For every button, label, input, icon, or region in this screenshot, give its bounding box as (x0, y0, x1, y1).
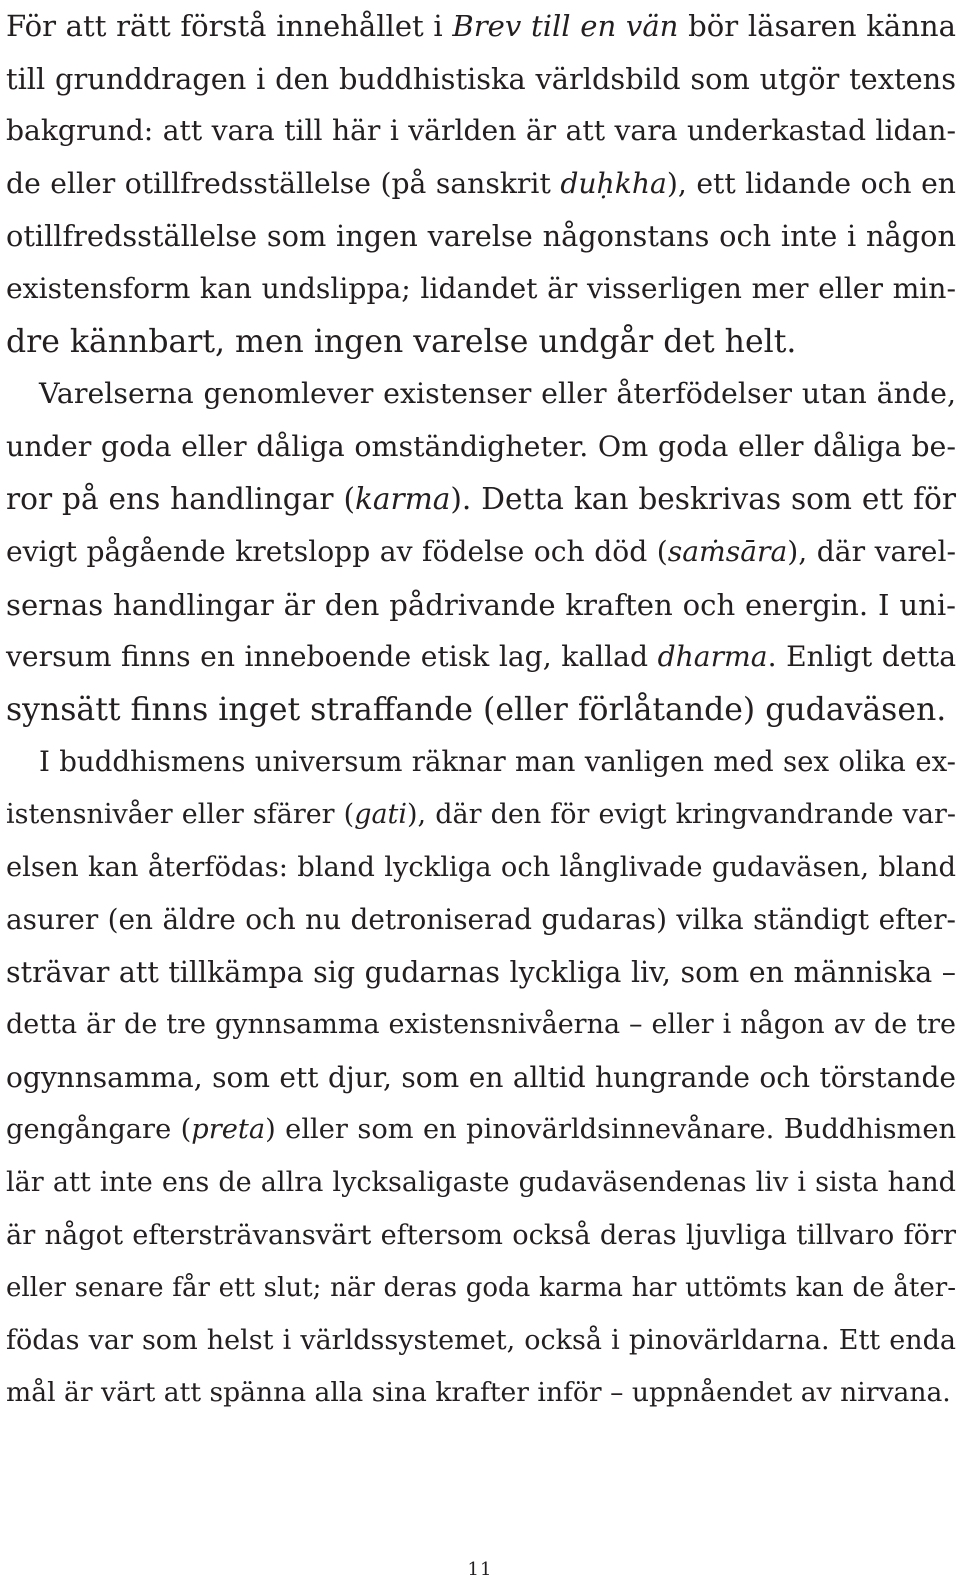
text-segment: sernas handlingar är den pådrivande kraften och energin. I uni- (6, 587, 956, 622)
text-segment: I buddhismens universum räknar man vanligen med sex olika ex- (39, 745, 956, 779)
text-line (6, 999, 956, 1052)
text-segment: gengångare ( (6, 1114, 192, 1146)
italic-term: gati (354, 798, 408, 830)
text-line (6, 1052, 956, 1105)
text-line (6, 684, 956, 737)
body-text (6, 0, 956, 1420)
paragraph (6, 0, 956, 368)
text-line (6, 1104, 956, 1157)
text-line (6, 947, 956, 1000)
text-line (6, 736, 956, 789)
text-segment: detta är de tre gynnsamma existensnivåerna – eller i någon av de tre (6, 1009, 956, 1041)
text-segment: eller senare får ett slut; när deras goda karma har uttömts kan de åter- (6, 1273, 956, 1304)
text-line (6, 210, 956, 263)
text-line (6, 1315, 956, 1368)
text-segment: ) eller som en pinovärldsinnevånare. Buddhismen (265, 1114, 956, 1146)
paragraph (6, 368, 956, 736)
text-segment: existensform kan undslippa; lidandet är visserligen mer eller min- (6, 271, 956, 305)
italic-term: karma (355, 482, 451, 517)
text-segment: bör läsaren känna (678, 9, 956, 43)
text-segment: ), där varel- (787, 534, 956, 568)
text-segment: istensnivåer eller sfärer ( (6, 798, 355, 830)
text-segment: elsen kan återfödas: bland lyckliga och långlivade gudaväsen, bland (6, 851, 956, 883)
text-line (6, 263, 956, 316)
text-line (6, 0, 956, 53)
text-line (6, 1210, 956, 1263)
text-line (6, 1367, 956, 1420)
text-segment: otillfredsställelse som ingen varelse någonstans och inte i någon (6, 219, 956, 254)
text-line (6, 473, 956, 526)
text-segment: under goda eller dåliga omständigheter. Om goda eller dåliga be- (6, 429, 956, 463)
text-line (6, 53, 956, 106)
text-segment: För att rätt förstå innehållet i (6, 9, 453, 43)
text-line (6, 1157, 956, 1210)
italic-term: dharma (657, 640, 768, 674)
text-segment: mål är värt att spänna alla sina krafter inför – uppnåendet av nirvana. (6, 1377, 951, 1409)
text-line (6, 526, 956, 579)
italic-term: duḥkha (560, 166, 667, 200)
text-segment: synsätt finns inget straffande (eller förlåtande) gudaväsen. (6, 691, 947, 728)
italic-term: preta (191, 1114, 266, 1146)
text-line (6, 894, 956, 947)
text-segment: lär att inte ens de allra lycksaligaste gudaväsendenas liv i sista hand (6, 1167, 956, 1199)
text-line (6, 789, 956, 842)
text-segment: ror på ens handlingar ( (6, 482, 355, 517)
text-line (6, 105, 956, 158)
text-segment: ), där den för evigt kringvandrande var- (407, 798, 957, 830)
text-segment: födas var som helst i världssystemet, också i pinovärldarna. Ett enda (6, 1324, 956, 1356)
text-segment: . Enligt detta (767, 640, 956, 674)
text-line (6, 1262, 956, 1315)
text-line (6, 842, 956, 895)
paragraph (6, 736, 956, 1420)
text-segment: ). Detta kan beskrivas som ett för (450, 482, 957, 517)
text-segment: ogynnsamma, som ett djur, som en alltid hungrande och törstande (6, 1060, 956, 1094)
text-line (6, 158, 956, 211)
text-segment: ), ett lidande och en (666, 166, 956, 200)
italic-term: saṁsāra (667, 534, 788, 568)
text-line (6, 421, 956, 474)
text-segment: dre kännbart, men ingen varelse undgår det helt. (6, 323, 797, 360)
text-segment: Varelserna genomlever existenser eller återfödelser utan ände, (39, 377, 956, 411)
text-segment: bakgrund: att vara till här i världen är att vara underkastad lidan- (6, 114, 956, 148)
text-segment: strävar att tillkämpa sig gudarnas lyckliga liv, som en människa – (6, 955, 956, 989)
text-line (6, 316, 956, 369)
italic-term: Brev till en vän (452, 9, 679, 43)
text-segment: de eller otillfredsställelse (på sanskrit (6, 166, 561, 200)
text-segment: evigt pågående kretslopp av födelse och död ( (6, 534, 668, 568)
text-segment: till grunddragen i den buddhistiska världsbild som utgör textens (6, 61, 956, 96)
text-segment: asurer (en äldre och nu detroniserad gudaras) vilka ständigt efter- (6, 903, 956, 937)
text-line (6, 579, 956, 632)
text-segment: versum finns en inneboende etisk lag, kallad (6, 640, 658, 674)
page-number: 11 (467, 1559, 493, 1580)
text-line (6, 368, 956, 421)
text-segment: är något eftersträvansvärt eftersom också deras ljuvliga tillvaro förr (6, 1219, 956, 1251)
text-line (6, 631, 956, 684)
